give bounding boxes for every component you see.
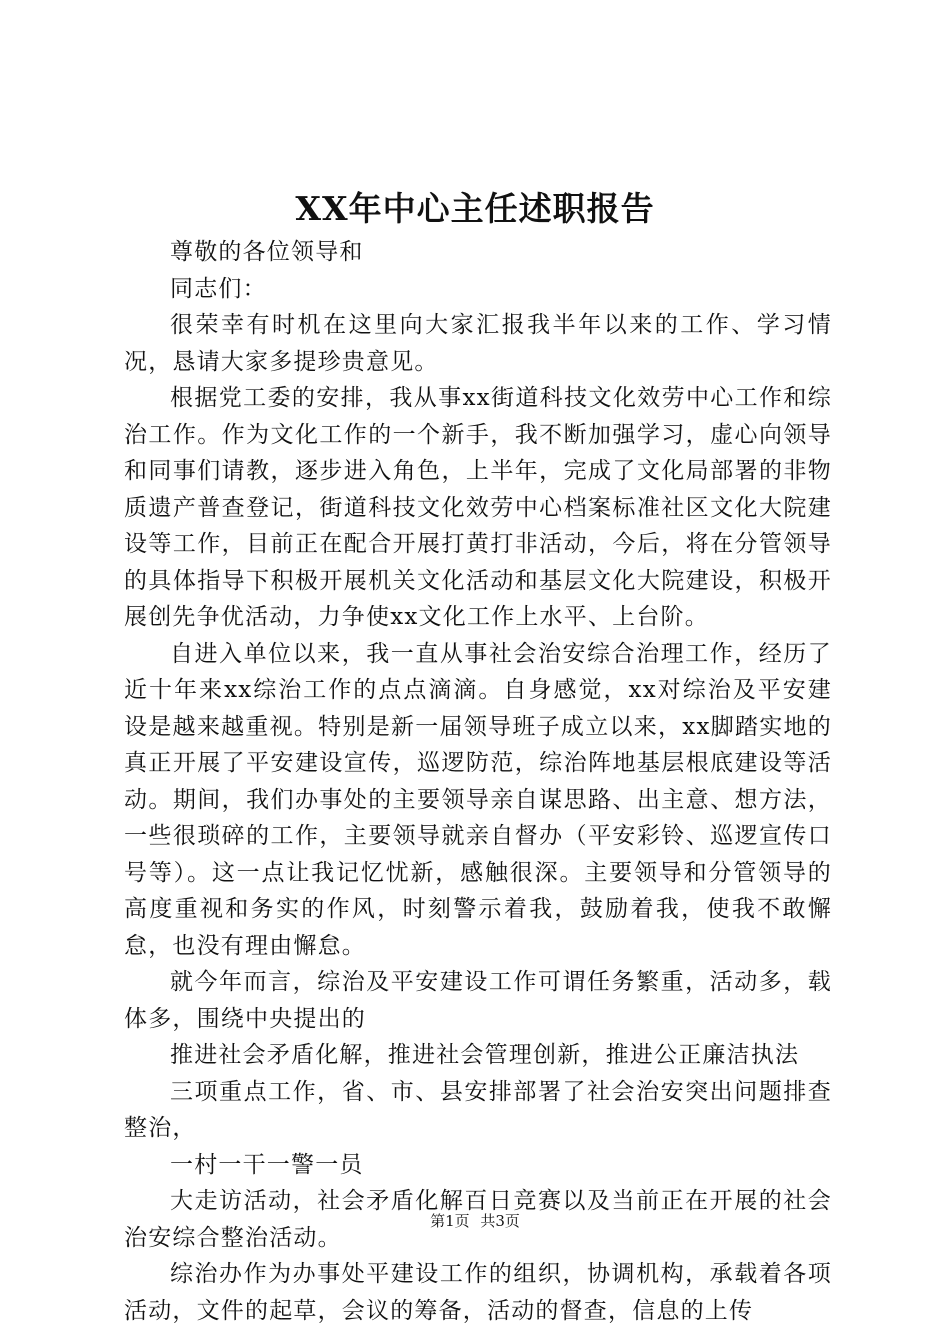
paragraph: 推进社会矛盾化解，推进社会管理创新，推进公正廉洁执法 [170, 1042, 800, 1068]
page-total: 共3页 [480, 1212, 520, 1230]
page-footer [0, 1211, 950, 1231]
paragraph: 综治办作为办事处平建设工作的组织，协调机构，承载着各项活动，文件的起草，会议的筹备，活动的督查，信息的上传 [124, 1261, 832, 1324]
paragraph-salutation-1: 尊敬的各位领导和 [170, 239, 364, 265]
paragraph: 自进入单位以来，我一直从事社会治安综合治理工作，经历了近十年来xx综治工作的点点滴滴。自身感觉，xx对综治及平安建设是越来越重视。特别是新一届领导班子成立以来，xx脚踏实地的真正开展了平安建设宣传，巡逻防范，综治阵地基层根底建设等活动。期间，我们办事处的主要领导亲自谋思路、出主意、想方法，一些很琐碎的工作，主要领导就亲自督办（平安彩铃、巡逻宣传口号等）。这一点让我记忆忧新，感触很深。主要领导和分管领导的高度重视和务实的作风，时刻警示着我，鼓励着我，使我不敢懈怠，也没有理由懈怠。 [124, 640, 832, 959]
document-title: XX年中心主任述职报告 [295, 189, 655, 228]
paragraph: 就今年而言，综治及平安建设工作可谓任务繁重，活动多，载体多，围绕中央提出的 [124, 969, 832, 1032]
page-number: 第1页 [430, 1212, 470, 1230]
document-body [124, 234, 832, 1329]
paragraph: 根据党工委的安排，我从事xx街道科技文化效劳中心工作和综治工作。作为文化工作的一个新手，我不断加强学习，虚心向领导和同事们请教，逐步进入角色，上半年，完成了文化局部署的非物质遗产普查登记，街道科技文化效劳中心档案标准社区文化大院建设等工作，目前正在配合开展打黄打非活动，今后，将在分管领导的具体指导下积极开展机关文化活动和基层文化大院建设，积极开展创先争优活动，力争使xx文化工作上水平、上台阶。 [124, 385, 832, 630]
paragraph-salutation-2: 同志们： [170, 275, 267, 302]
paragraph: 三项重点工作，省、市、县安排部署了社会治安突出问题排查整治， [124, 1078, 832, 1141]
paragraph: 大走访活动，社会矛盾化解百日竞赛以及当前正在开展的社会治安综合整治活动。 [124, 1188, 832, 1251]
paragraph: 一村一干一警一员 [170, 1151, 364, 1178]
paragraph: 很荣幸有时机在这里向大家汇报我半年以来的工作、学习情况，恳请大家多提珍贵意见。 [124, 312, 832, 375]
